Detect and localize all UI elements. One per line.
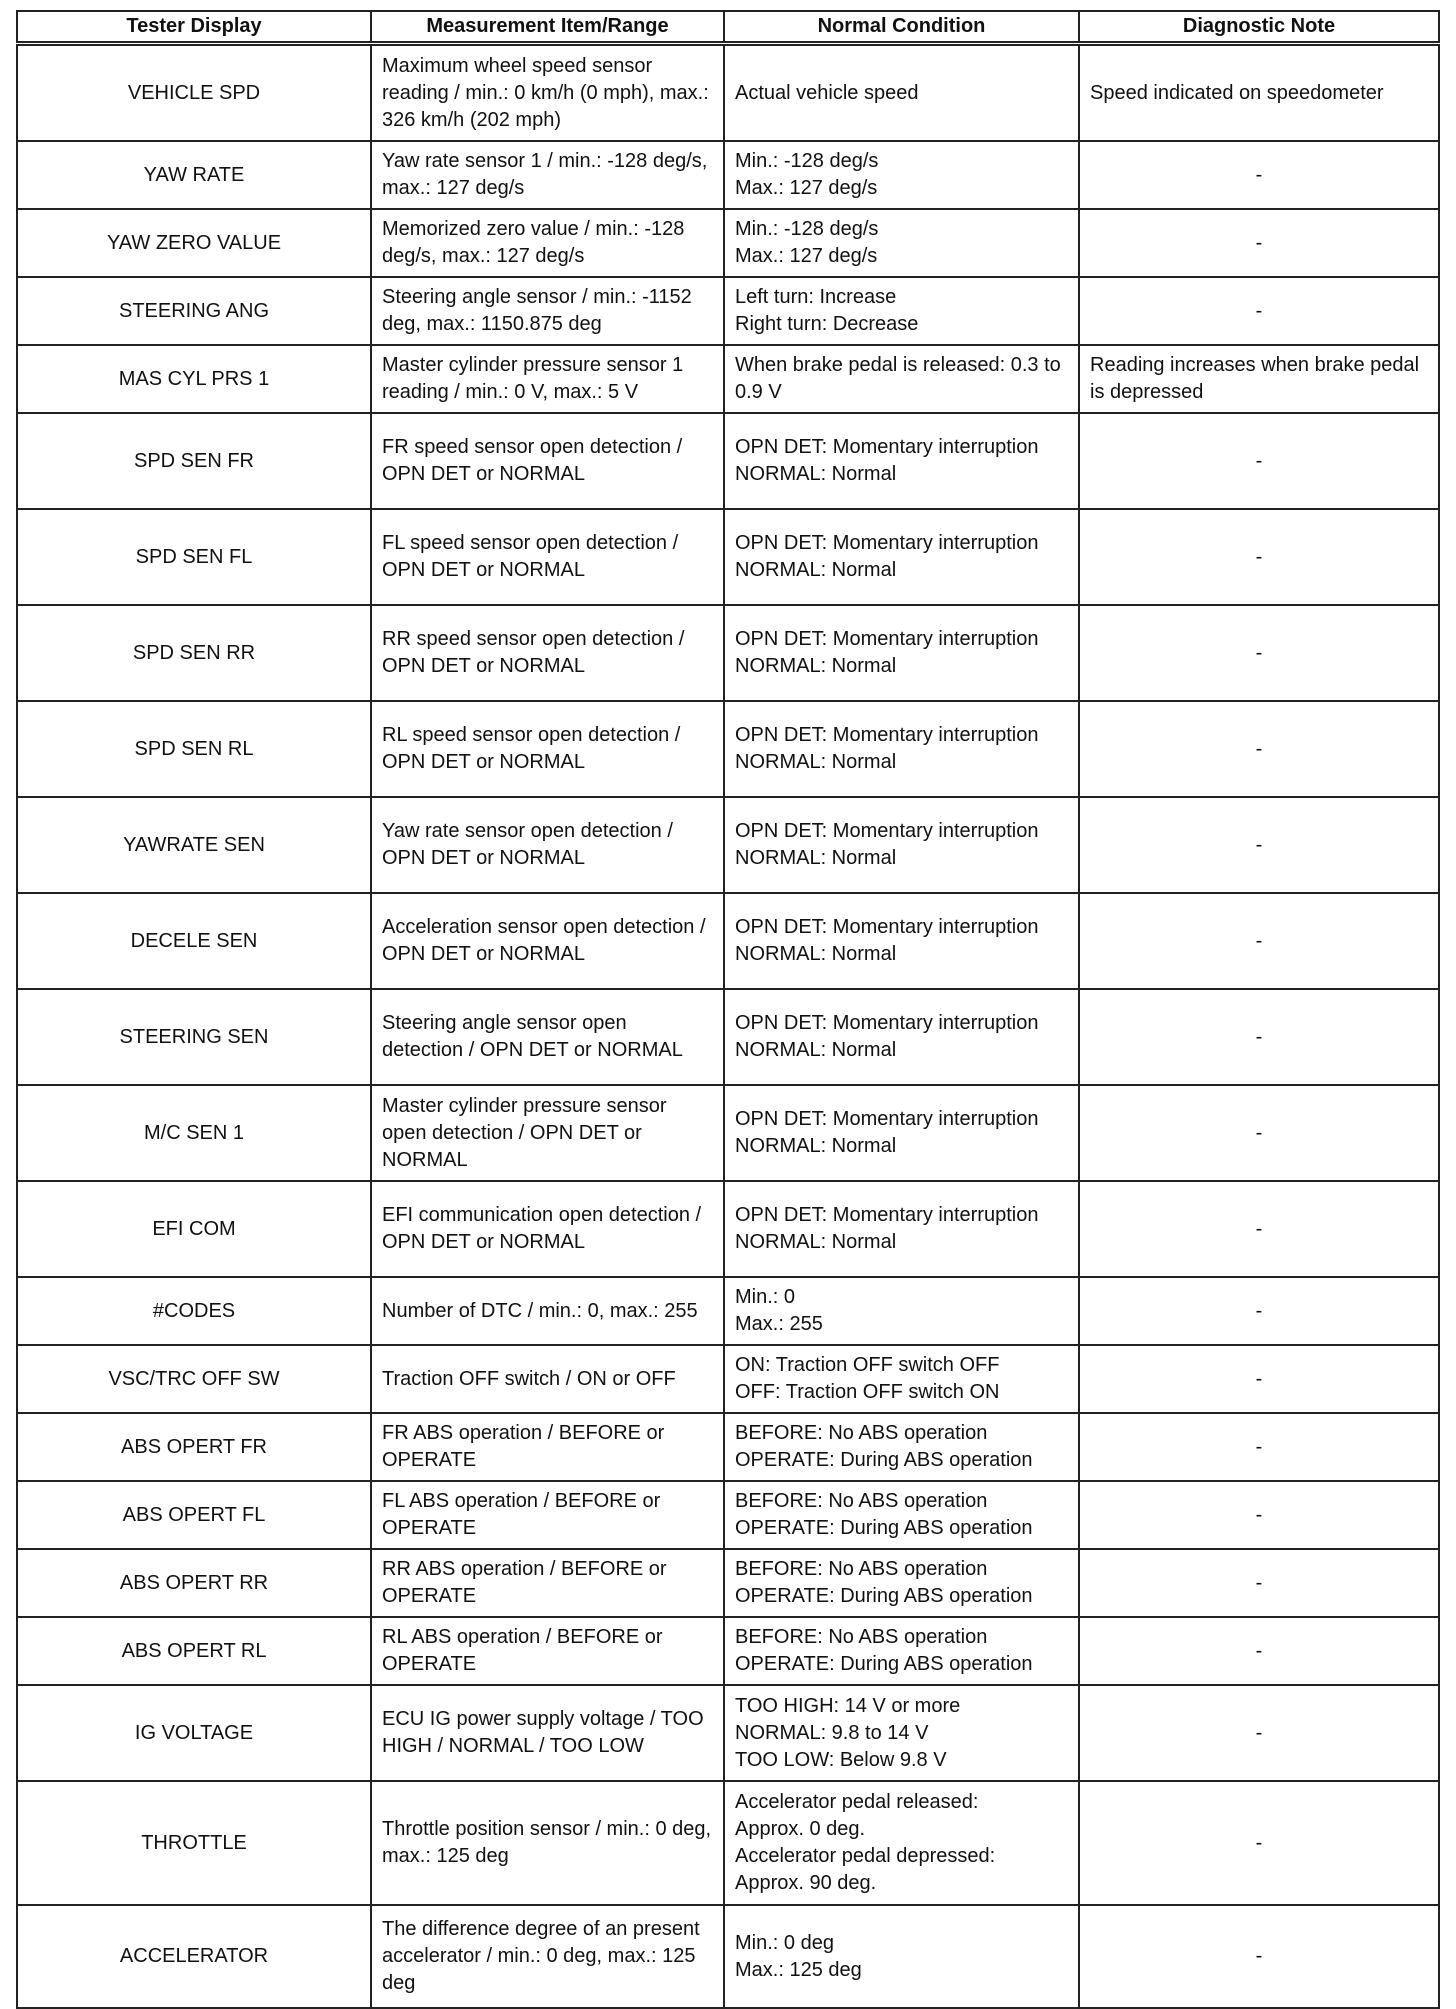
normal-condition-cell: BEFORE: No ABS operation OPERATE: During ABS operation [724, 1549, 1079, 1617]
measurement-item-cell: Maximum wheel speed sensor reading / min.: 0 km/h (0 mph), max.: 326 km/h (202 mph) [371, 44, 724, 142]
normal-condition-cell: OPN DET: Momentary interruption NORMAL: Normal [724, 1181, 1079, 1277]
measurement-item-cell: Traction OFF switch / ON or OFF [371, 1345, 724, 1413]
tester-display-cell: ABS OPERT FL [17, 1481, 371, 1549]
table-row [17, 1685, 1439, 1781]
diagnostic-note-cell: - [1079, 1413, 1439, 1481]
diagnostic-note-cell: - [1079, 1085, 1439, 1181]
measurement-item-cell: RR speed sensor open detection / OPN DET or NORMAL [371, 605, 724, 701]
tester-display-cell: STEERING ANG [17, 277, 371, 345]
tester-display-cell: SPD SEN RL [17, 701, 371, 797]
diagnostic-note-cell: Reading increases when brake pedal is depressed [1079, 345, 1439, 413]
measurement-item-cell: Memorized zero value / min.: -128 deg/s, max.: 127 deg/s [371, 209, 724, 277]
normal-condition-cell: OPN DET: Momentary interruption NORMAL: Normal [724, 893, 1079, 989]
measurement-item-cell: Yaw rate sensor 1 / min.: -128 deg/s, max.: 127 deg/s [371, 141, 724, 209]
measurement-item-cell: FL ABS operation / BEFORE or OPERATE [371, 1481, 724, 1549]
table-row [17, 797, 1439, 893]
diagnostic-note-cell: - [1079, 1345, 1439, 1413]
table-row [17, 1277, 1439, 1345]
measurement-item-cell: Master cylinder pressure sensor open detection / OPN DET or NORMAL [371, 1085, 724, 1181]
table-header-row [17, 11, 1439, 44]
measurement-item-cell: Yaw rate sensor open detection / OPN DET or NORMAL [371, 797, 724, 893]
diagnostic-note-cell: - [1079, 509, 1439, 605]
measurement-item-cell: Throttle position sensor / min.: 0 deg, max.: 125 deg [371, 1781, 724, 1905]
table-row [17, 1085, 1439, 1181]
table-row [17, 1345, 1439, 1413]
table-row [17, 1617, 1439, 1685]
diagnostic-note-cell: - [1079, 1181, 1439, 1277]
table-row [17, 1481, 1439, 1549]
table-row [17, 413, 1439, 509]
tester-display-cell: MAS CYL PRS 1 [17, 345, 371, 413]
measurement-item-cell: FR ABS operation / BEFORE or OPERATE [371, 1413, 724, 1481]
tester-display-cell: #CODES [17, 1277, 371, 1345]
diagnostic-note-cell: Speed indicated on speedometer [1079, 44, 1439, 142]
table-row [17, 209, 1439, 277]
measurement-item-cell: Number of DTC / min.: 0, max.: 255 [371, 1277, 724, 1345]
diagnostic-note-cell: - [1079, 277, 1439, 345]
measurement-item-cell: EFI communication open detection / OPN DET or NORMAL [371, 1181, 724, 1277]
normal-condition-cell: OPN DET: Momentary interruption NORMAL: Normal [724, 989, 1079, 1085]
normal-condition-cell: Min.: 0 Max.: 255 [724, 1277, 1079, 1345]
normal-condition-cell: TOO HIGH: 14 V or more NORMAL: 9.8 to 14 V TOO LOW: Below 9.8 V [724, 1685, 1079, 1781]
measurement-item-cell: Steering angle sensor open detection / OPN DET or NORMAL [371, 989, 724, 1085]
table-row [17, 44, 1439, 142]
tester-display-cell: THROTTLE [17, 1781, 371, 1905]
tester-display-cell: SPD SEN RR [17, 605, 371, 701]
diagnostic-note-cell: - [1079, 1781, 1439, 1905]
header-tester-display: Tester Display [17, 11, 371, 44]
table-row [17, 701, 1439, 797]
table-row [17, 1413, 1439, 1481]
tester-display-cell: ABS OPERT RR [17, 1549, 371, 1617]
table-row [17, 1905, 1439, 2008]
measurement-item-cell: The difference degree of an present accelerator / min.: 0 deg, max.: 125 deg [371, 1905, 724, 2008]
tester-display-cell: YAW ZERO VALUE [17, 209, 371, 277]
tester-display-cell: SPD SEN FR [17, 413, 371, 509]
tester-display-cell: DECELE SEN [17, 893, 371, 989]
table-row [17, 277, 1439, 345]
diagnostic-note-cell: - [1079, 797, 1439, 893]
tester-display-cell: YAW RATE [17, 141, 371, 209]
normal-condition-cell: Min.: 0 deg Max.: 125 deg [724, 1905, 1079, 2008]
tester-display-cell: YAWRATE SEN [17, 797, 371, 893]
diagnostic-note-cell: - [1079, 701, 1439, 797]
measurement-item-cell: ECU IG power supply voltage / TOO HIGH / NORMAL / TOO LOW [371, 1685, 724, 1781]
diagnostic-note-cell: - [1079, 1481, 1439, 1549]
normal-condition-cell: OPN DET: Momentary interruption NORMAL: Normal [724, 1085, 1079, 1181]
tester-display-cell: M/C SEN 1 [17, 1085, 371, 1181]
normal-condition-cell: When brake pedal is released: 0.3 to 0.9 V [724, 345, 1079, 413]
normal-condition-cell: Min.: -128 deg/s Max.: 127 deg/s [724, 141, 1079, 209]
table-row [17, 509, 1439, 605]
diagnostic-note-cell: - [1079, 893, 1439, 989]
normal-condition-cell: OPN DET: Momentary interruption NORMAL: Normal [724, 701, 1079, 797]
table-row [17, 1781, 1439, 1905]
table-row [17, 893, 1439, 989]
measurement-item-cell: Acceleration sensor open detection / OPN DET or NORMAL [371, 893, 724, 989]
normal-condition-cell: ON: Traction OFF switch OFF OFF: Traction OFF switch ON [724, 1345, 1079, 1413]
tester-display-cell: ABS OPERT FR [17, 1413, 371, 1481]
table-row [17, 605, 1439, 701]
tester-display-cell: IG VOLTAGE [17, 1685, 371, 1781]
measurement-item-cell: RL speed sensor open detection / OPN DET or NORMAL [371, 701, 724, 797]
header-diagnostic-note: Diagnostic Note [1079, 11, 1439, 44]
diagnostic-note-cell: - [1079, 1617, 1439, 1685]
normal-condition-cell: OPN DET: Momentary interruption NORMAL: Normal [724, 509, 1079, 605]
table-row [17, 345, 1439, 413]
tester-display-cell: ACCELERATOR [17, 1905, 371, 2008]
tester-display-cell: STEERING SEN [17, 989, 371, 1085]
normal-condition-cell: Min.: -128 deg/s Max.: 127 deg/s [724, 209, 1079, 277]
header-normal-condition: Normal Condition [724, 11, 1079, 44]
measurement-item-cell: RR ABS operation / BEFORE or OPERATE [371, 1549, 724, 1617]
table-row [17, 989, 1439, 1085]
diagnostic-note-cell: - [1079, 605, 1439, 701]
diagnostic-note-cell: - [1079, 1685, 1439, 1781]
normal-condition-cell: Accelerator pedal released: Approx. 0 deg. Accelerator pedal depressed: Approx. 90 deg. [724, 1781, 1079, 1905]
diagnostic-note-cell: - [1079, 209, 1439, 277]
normal-condition-cell: BEFORE: No ABS operation OPERATE: During ABS operation [724, 1617, 1079, 1685]
normal-condition-cell: BEFORE: No ABS operation OPERATE: During ABS operation [724, 1481, 1079, 1549]
normal-condition-cell: Actual vehicle speed [724, 44, 1079, 142]
diagnostic-note-cell: - [1079, 1549, 1439, 1617]
diagnostic-note-cell: - [1079, 989, 1439, 1085]
normal-condition-cell: BEFORE: No ABS operation OPERATE: During ABS operation [724, 1413, 1079, 1481]
table-row [17, 1549, 1439, 1617]
tester-display-cell: VSC/TRC OFF SW [17, 1345, 371, 1413]
diagnostic-note-cell: - [1079, 413, 1439, 509]
normal-condition-cell: OPN DET: Momentary interruption NORMAL: Normal [724, 605, 1079, 701]
normal-condition-cell: Left turn: Increase Right turn: Decrease [724, 277, 1079, 345]
measurement-item-cell: RL ABS operation / BEFORE or OPERATE [371, 1617, 724, 1685]
tester-data-table [16, 10, 1440, 2009]
header-measurement-item: Measurement Item/Range [371, 11, 724, 44]
measurement-item-cell: Master cylinder pressure sensor 1 reading / min.: 0 V, max.: 5 V [371, 345, 724, 413]
table-row [17, 141, 1439, 209]
tester-display-cell: ABS OPERT RL [17, 1617, 371, 1685]
diagnostic-note-cell: - [1079, 1277, 1439, 1345]
tester-display-cell: VEHICLE SPD [17, 44, 371, 142]
measurement-item-cell: FR speed sensor open detection / OPN DET or NORMAL [371, 413, 724, 509]
tester-display-cell: EFI COM [17, 1181, 371, 1277]
normal-condition-cell: OPN DET: Momentary interruption NORMAL: Normal [724, 797, 1079, 893]
normal-condition-cell: OPN DET: Momentary interruption NORMAL: Normal [724, 413, 1079, 509]
measurement-item-cell: Steering angle sensor / min.: -1152 deg, max.: 1150.875 deg [371, 277, 724, 345]
tester-display-cell: SPD SEN FL [17, 509, 371, 605]
measurement-item-cell: FL speed sensor open detection / OPN DET or NORMAL [371, 509, 724, 605]
table-row [17, 1181, 1439, 1277]
diagnostic-note-cell: - [1079, 1905, 1439, 2008]
diagnostic-note-cell: - [1079, 141, 1439, 209]
